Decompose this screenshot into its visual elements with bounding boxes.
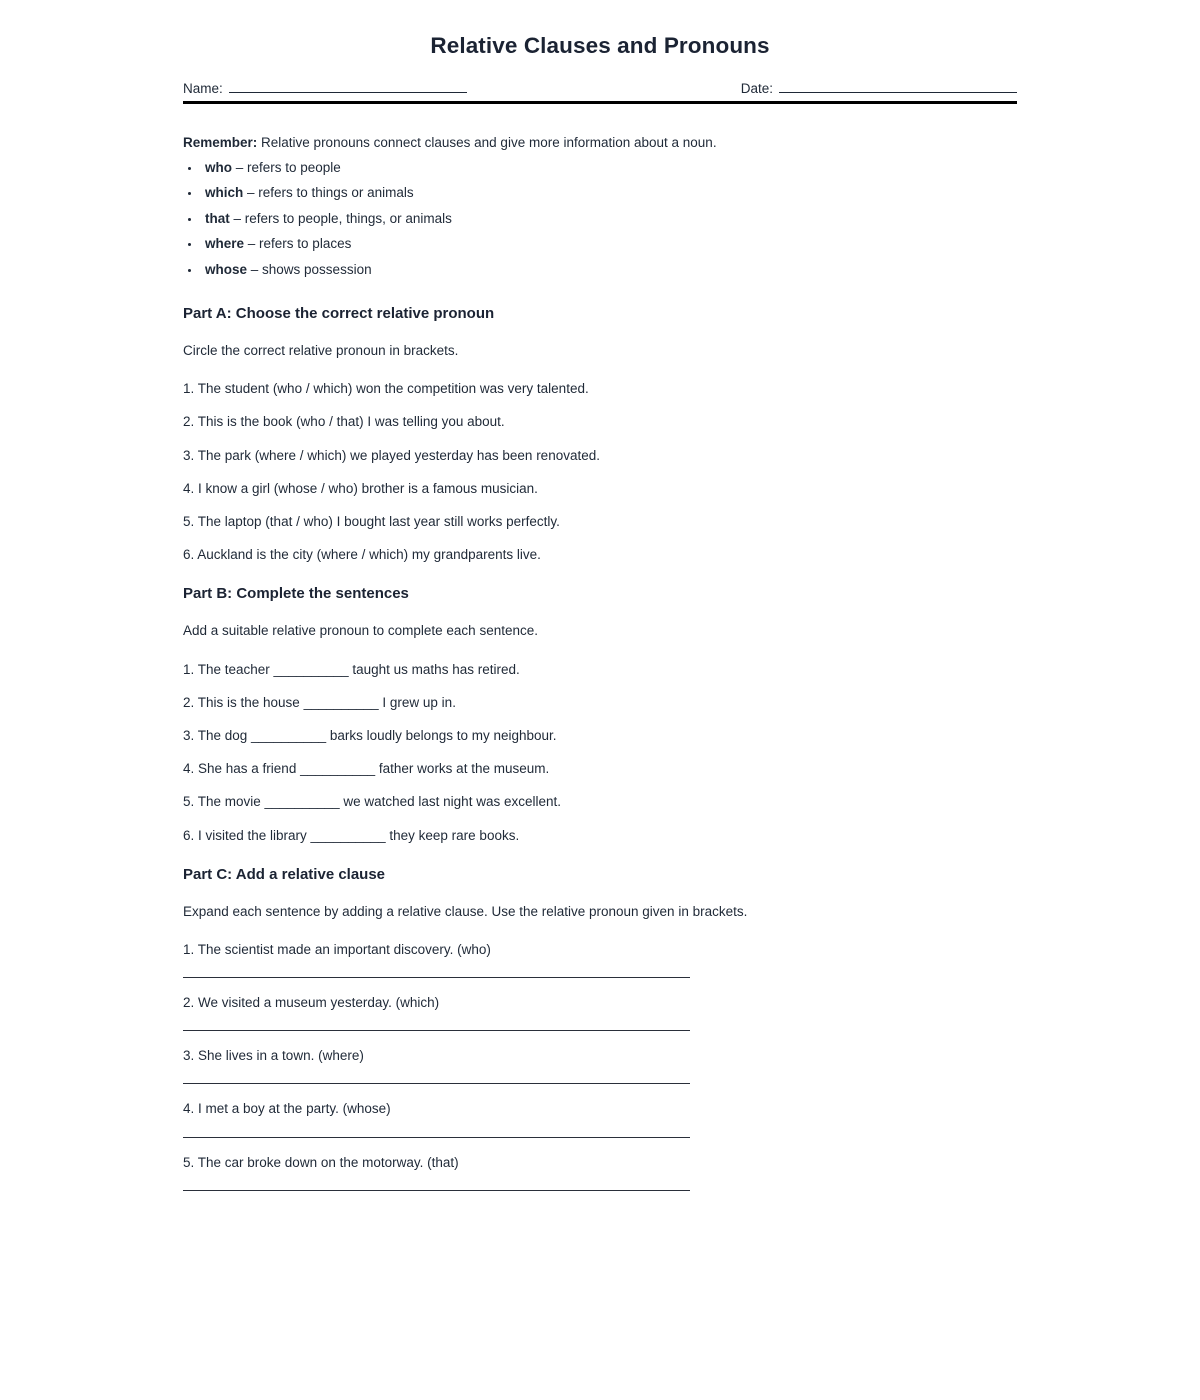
answer-write-line[interactable] [183, 1190, 690, 1191]
name-field[interactable] [183, 81, 467, 96]
pronoun-term: which [205, 185, 244, 201]
part-a-question-list [183, 381, 1017, 563]
list-item[interactable]: 1. The teacher __________ taught us maths has retired. [183, 661, 520, 677]
part-c-prompt: 2. We visited a museum yesterday. (which) [183, 995, 440, 1011]
list-item [183, 212, 1017, 226]
part-c-prompt: 4. I met a boy at the party. (whose) [183, 1101, 391, 1117]
part-c-question-list [183, 942, 1017, 1191]
list-item [183, 942, 1017, 978]
bullet-icon [188, 192, 191, 195]
remember-text: Relative pronouns connect clauses and give more information about a noun. [257, 135, 717, 150]
part-b-instruction: Add a suitable relative pronoun to complete each sentence. [183, 623, 538, 639]
page-title: Relative Clauses and Pronouns [430, 33, 770, 58]
part-c-prompt: 5. The car broke down on the motorway. (that) [183, 1154, 459, 1170]
section-part-b [183, 585, 1017, 843]
part-c-prompt: 3. She lives in a town. (where) [183, 1048, 364, 1064]
part-b-question-list [183, 662, 1017, 844]
list-item[interactable]: 2. This is the house __________ I grew up in. [183, 694, 456, 710]
pronoun-description: – shows possession [247, 261, 372, 277]
date-field[interactable] [741, 81, 1017, 96]
answer-write-line[interactable] [183, 1083, 690, 1084]
list-item [183, 186, 1017, 200]
pronoun-term: who [205, 159, 232, 175]
section-part-c [183, 866, 1017, 1191]
list-item [183, 1101, 1017, 1137]
worksheet-content [183, 104, 1017, 1191]
pronoun-description: – refers to people [232, 159, 341, 175]
list-item [183, 237, 1017, 251]
list-item[interactable]: 5. The movie __________ we watched last night was excellent. [183, 794, 561, 810]
list-item [183, 263, 1017, 277]
bullet-icon [188, 243, 191, 246]
list-item[interactable]: 4. She has a friend __________ father works at the museum. [183, 761, 550, 777]
remember-lead: Remember: [183, 135, 258, 150]
part-c-instruction: Expand each sentence by adding a relative clause. Use the relative pronoun given in brackets. [183, 903, 748, 919]
name-write-line[interactable] [229, 81, 467, 93]
bullet-icon [188, 167, 191, 170]
list-item [183, 1048, 1017, 1084]
pronoun-reference-list [183, 161, 1017, 277]
list-item[interactable]: 5. The laptop (that / who) I bought last year still works perfectly. [183, 514, 560, 529]
answer-write-line[interactable] [183, 977, 690, 978]
list-item[interactable]: 4. I know a girl (whose / who) brother is a famous musician. [183, 480, 538, 496]
name-label: Name: [183, 81, 223, 96]
section-part-a [183, 305, 1017, 563]
bullet-icon [188, 218, 191, 221]
pronoun-description: – refers to places [244, 236, 352, 252]
pronoun-description: – refers to things or animals [243, 185, 414, 201]
list-item[interactable]: 6. I visited the library __________ they keep rare books. [183, 827, 520, 843]
part-a-heading: Part A: Choose the correct relative pronoun [183, 305, 495, 323]
list-item[interactable]: 3. The dog __________ barks loudly belongs to my neighbour. [183, 727, 557, 743]
bullet-icon [188, 269, 191, 272]
part-b-heading: Part B: Complete the sentences [183, 585, 409, 603]
list-item[interactable]: 6. Auckland is the city (where / which) my grandparents live. [183, 547, 541, 563]
list-item[interactable]: 3. The park (where / which) we played yesterday has been renovated. [183, 447, 600, 463]
part-a-instruction: Circle the correct relative pronoun in brackets. [183, 343, 459, 359]
list-item[interactable]: 2. This is the book (who / that) I was telling you about. [183, 414, 505, 430]
pronoun-term: whose [205, 261, 248, 277]
date-write-line[interactable] [779, 81, 1017, 93]
list-item[interactable]: 1. The student (who / which) won the competition was very talented. [183, 381, 589, 397]
list-item [183, 1155, 1017, 1191]
name-date-row [183, 81, 1017, 96]
answer-write-line[interactable] [183, 1030, 690, 1031]
answer-write-line[interactable] [183, 1137, 690, 1138]
list-item [183, 995, 1017, 1031]
date-label: Date: [740, 81, 773, 96]
pronoun-term: where [205, 236, 245, 252]
part-c-prompt: 1. The scientist made an important discovery. (who) [183, 941, 491, 957]
pronoun-term: that [205, 210, 230, 226]
list-item [183, 161, 1017, 175]
part-c-heading: Part C: Add a relative clause [183, 865, 386, 883]
remember-note [183, 133, 1017, 153]
pronoun-description: – refers to people, things, or animals [229, 210, 452, 226]
